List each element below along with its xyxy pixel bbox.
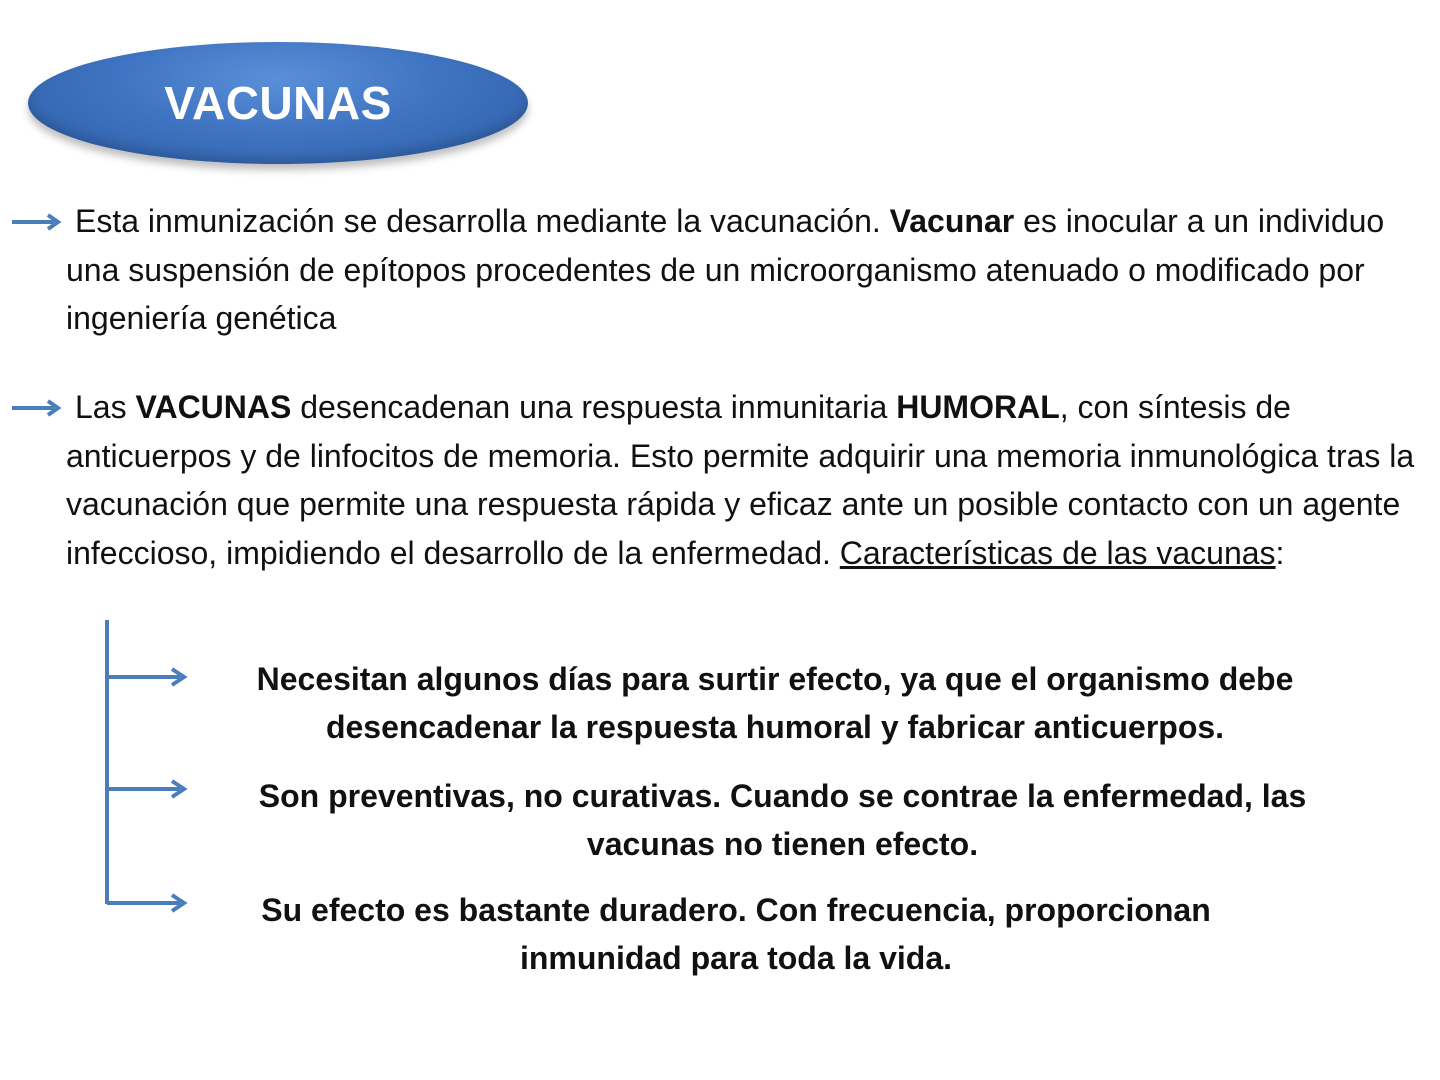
paragraph2-part2: desencadenan una respuesta inmunitaria [300, 389, 888, 425]
paragraph2-bold-vacunas: VACUNAS [135, 389, 292, 425]
characteristic-item: Su efecto es bastante duradero. Con frecuencia, proporcionan inmunidad para toda la vida. [261, 892, 1211, 976]
paragraph-respuesta-humoral [66, 383, 1426, 577]
arrow-right-icon [10, 398, 62, 418]
arrow-right-icon [10, 212, 62, 232]
paragraph2-part3: , con síntesis de anticuerpos y de linfocitos de memoria. Esto permite adquirir una memoria inmunológica tras la vacunación que permite una respuesta rápida y eficaz ante un posible contacto con un agente infeccioso, impidiendo el desarrollo de la enfermedad. [66, 389, 1415, 571]
bracket-connector [96, 618, 196, 918]
paragraph1-intro: Esta inmunización se desarrolla mediante la vacunación. [75, 203, 881, 239]
paragraph2-bold-humoral: HUMORAL [896, 389, 1060, 425]
page-title: VACUNAS [164, 77, 392, 129]
characteristics-heading: Características de las vacunas [839, 534, 1276, 571]
paragraph1-rest: es inocular a un individuo una suspensión de epítopos procedentes de un microorganismo atenuado o modificado por ingeniería genética [66, 203, 1385, 336]
paragraph-vacunacion [66, 197, 1426, 343]
paragraph2-colon: : [1275, 534, 1285, 571]
characteristic-item: Son preventivas, no curativas. Cuando se contrae la enfermedad, las vacunas no tienen efecto. [258, 778, 1307, 862]
characteristic-item: Necesitan algunos días para surtir efecto, ya que el organismo debe desencadenar la respuesta humoral y fabricar anticuerpos. [256, 661, 1294, 745]
paragraph2-part1: Las [75, 389, 127, 425]
paragraph1-bold-term: Vacunar [889, 203, 1015, 239]
